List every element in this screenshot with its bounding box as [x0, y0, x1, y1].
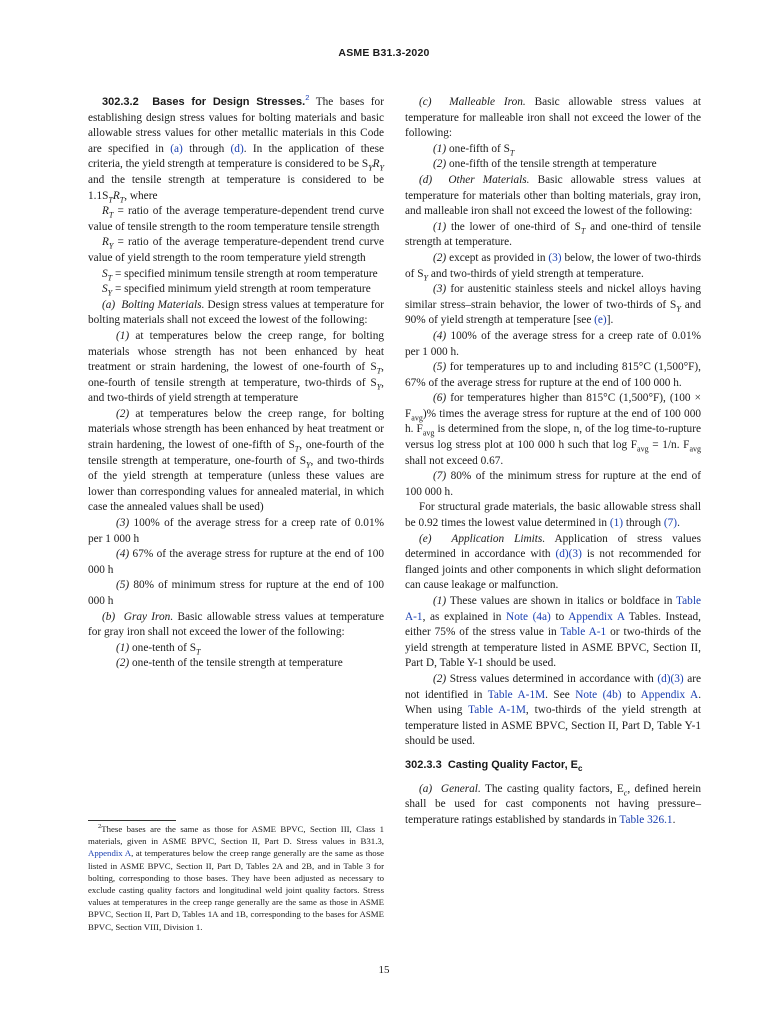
footnote-marker: 2 — [98, 823, 102, 831]
para-d4: (4) 100% of the average stress for a creep rate of 0.01% per 1 000 h. — [405, 329, 702, 358]
table-a1m-link-2[interactable]: Table A-1M — [468, 704, 526, 717]
footnote-ref-link[interactable]: 2 — [305, 93, 310, 103]
appendix-a-link-2[interactable]: Appendix A — [640, 688, 699, 701]
table-a1m-link[interactable]: Table A-1M — [487, 688, 546, 701]
para-d-other-materials: (d) Other Materials. Basic allowable stress values at temperature for materials other than bolting materials, gray iron, and malleable iron shall not exceed the lowest of the following: — [405, 173, 701, 218]
note-4a-link[interactable]: Note (4a) — [506, 610, 551, 623]
para-b1: (1) one-tenth of $S_T$ — [116, 641, 201, 657]
page-number: 15 — [378, 964, 390, 976]
section-302-3-2-intro: 302.3.2 Bases for Design Stresses.$^2$ The bases for establishing design stress values for bolting materials and basic allowable stress values for other metallic materials in this Code are specified in (a) through (d). In the application of these criteria, the yield strength at temperature is considered to be $S_YR_Y$ and the tensile strength at temperature is considered to be $1.1S_TR_T$, where — [88, 93, 385, 204]
para-e1: (1) These values are shown in italics or boldface in Table A-1, as explained in Note (4a) to Appendix A Tables. Instead, either 75% of the stress value in Table A-1 or two-thirds of the yield strength at temperature listed in ASME BPVC, Section II, Part D, Table Y-1 should be used. — [405, 595, 702, 670]
section-302-3-3-heading: 302.3.3 Casting Quality Factor, $E_c$ — [405, 758, 583, 774]
cross-ref-link-1[interactable]: (1) — [609, 517, 624, 530]
appendix-a-link[interactable]: Appendix A — [568, 610, 625, 623]
para-d5: (5) for temperatures up to and including 815°C (1,500°F), 67% of the average stress for rupture at the end of 100 000 h. — [405, 361, 701, 389]
definition-sy: $S_Y$ = specified minimum yield strength at room temperature — [102, 283, 371, 298]
table-a1-link[interactable]: Table A-1 — [405, 595, 701, 623]
para-e-application-limits: (e) Application Limits. Application of stress values determined in accordance with (d)(3) is not recommended for flanged joints and other components in which slight deformation can cause leakage or malfunction. — [405, 532, 702, 592]
para-d6: (6) for temperatures higher than 815°C (1,500°F), $(100 \times F_{avg})\%$ times the average stress for rupture at the end of 100 000 h. $F_{avg}$ is determined from the slope, n, of the log time-to-rupture versus log stress plot at 100 000 h such that $\log F_{avg} = 1/n$. $F_{avg}$ shall not exceed 0.67. — [405, 392, 701, 467]
definition-rt: $R_T$ = ratio of the average temperature-dependent trend curve value of tensile strength to the room temperature tensile strength — [88, 205, 384, 233]
para-a4: (4) 67% of the average stress for rupture at the end of 100 000 h — [88, 548, 384, 576]
left-column — [88, 95, 384, 672]
right-column — [405, 95, 701, 828]
cross-ref-link-3[interactable]: (3) — [548, 251, 562, 264]
table-326-1-link[interactable]: Table 326.1 — [619, 813, 673, 826]
para-e2: (2) Stress values determined in accordance with (d)(3) are not identified in Table A-1M. See Note (4b) to Appendix A. When using Table A-1M, two-thirds of the yield strength at temperature listed in ASME BPVC, Section II, Part D, Table Y-1 should be used. — [405, 672, 702, 748]
note-4b-link[interactable]: Note (4b) — [575, 688, 622, 701]
para-a2: (2) at temperatures below the creep range, for bolting materials whose strength has been enhanced by heat treatment or strain hardening, the lowest of one-fifth of $S_T$, one-fourth of the tensile strength at temperature, one-fourth of $S_Y$, and two-thirds of the yield strength at temperature (unless these values are lower than corresponding values for annealed material, in which case the annealed values shall be used) — [88, 407, 384, 514]
para-d2: (2) except as provided in (3) below, the lower of two-thirds of $S_Y$ and two-thirds of yield strength at temperature. — [405, 251, 702, 282]
para-c2: (2) one-fifth of the tensile strength at temperature — [433, 158, 657, 171]
footnote — [88, 823, 384, 933]
definition-ry: $R_Y$ = ratio of the average temperature-dependent trend curve value of yield strength to the room temperature yield strength — [88, 236, 384, 264]
cross-ref-link-e[interactable]: (e) — [594, 314, 607, 327]
table-a1-link-2[interactable]: Table A-1 — [560, 626, 607, 639]
para-b-gray-iron: (b) Gray Iron. Basic allowable stress values at temperature for gray iron shall not exceed the lower of the following: — [88, 610, 384, 639]
footnote-2-text: $^2$These bases are the same as those for ASME BPVC, Section III, Class 1 materials, given in ASME BPVC, Section II, Part D. Stress values in B31.3, Appendix A, at temperatures below the creep range generally are the same as those listed in ASME BPVC, Section II, Part D, Tables 2A and 2B, and in Table 3 for bolting, corresponding to those bases. They have been adjusted as necessary to exclude casting quality factors and longitudinal weld joint quality factors. Stress values at temperatures in the creep range generally are the same as those in ASME BPVC, Section II, Part D, Tables 1A and 1B, corresponding to the bases for ASME BPVC, Section VIII, Division 1. — [88, 823, 384, 932]
cross-ref-link-d3-2[interactable]: (d)(3) — [657, 672, 684, 685]
para-a5: (5) 80% of minimum stress for rupture at the end of 100 000 h — [88, 579, 384, 607]
cross-ref-link-d[interactable]: (d) — [230, 142, 244, 155]
appendix-a-footnote-link[interactable]: Appendix A — [88, 848, 132, 859]
para-d3: (3) for austenitic stainless steels and nickel alloys having similar stress–strain behavior, the lower of two-thirds of $S_Y$ and 90% of yield strength at temperature [see (e)]. — [405, 283, 702, 327]
cross-ref-link-a[interactable]: (a) — [170, 142, 183, 155]
cross-ref-link-7[interactable]: (7) — [663, 517, 678, 530]
para-c-malleable-iron: (c) Malleable Iron. Basic allowable stress values at temperature for malleable iron shall not exceed the lower of the following: — [405, 96, 702, 140]
para-d7: (7) 80% of the minimum stress for rupture at the end of 100 000 h. — [405, 470, 702, 498]
para-a3: (3) 100% of the average stress for a creep rate of 0.01% per 1 000 h — [88, 517, 385, 545]
section-heading: 302.3.2 Bases for Design Stresses. — [102, 96, 306, 108]
para-c1: (1) one-fifth of $S_T$ — [433, 142, 515, 158]
definition-st: $S_T$ = specified minimum tensile strength at room temperature — [102, 267, 378, 282]
para-casting-general: (a) General. The casting quality factors, $E_c$, defined herein shall be used for cast components not having pressure–temperature ratings established by standards in Table 326.1. — [405, 782, 702, 826]
para-a1: (1) at temperatures below the creep range, for bolting materials whose strength has not been enhanced by heat treatment or strain hardening, the lowest of one-fourth of $S_T$, one-fourth of tensile strength at temperature, two-thirds of $S_Y$, and two-thirds of yield strength at temperature — [88, 329, 384, 405]
para-structural-grade: For structural grade materials, the basic allowable stress shall be 0.92 times the lowest value determined in (1) through (7). — [405, 501, 701, 530]
para-b2: (2) one-tenth of the tensile strength at temperature — [116, 657, 343, 670]
footnote-divider — [88, 820, 176, 821]
para-a-bolting: (a) Bolting Materials. Design stress values at temperature for bolting materials shall not exceed the lowest of the following: — [88, 298, 384, 327]
running-header: ASME B31.3-2020 — [338, 47, 430, 59]
cross-ref-link-d3[interactable]: (d)(3) — [555, 548, 582, 561]
para-d1: (1) the lower of one-third of $S_T$ and one-third of tensile strength at temperature. — [405, 220, 702, 249]
